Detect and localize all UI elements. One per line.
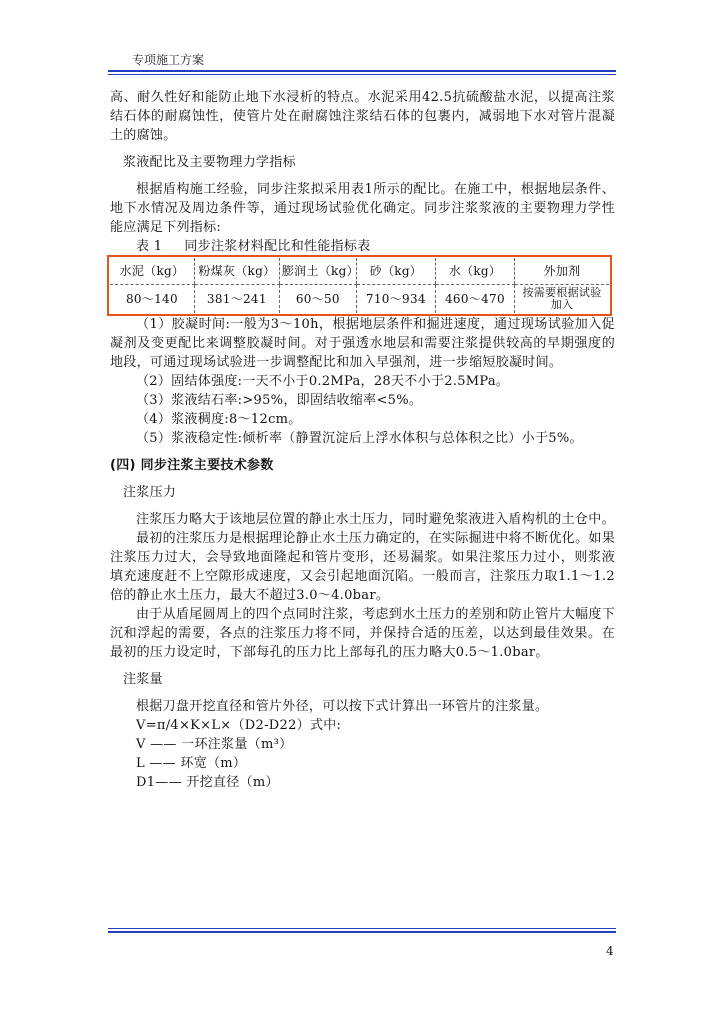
section-heading: (四) 同步注浆主要技术参数 [110,458,274,473]
paragraph: 由于从盾尾圆周上的四个点同时注浆，考虑到水土压力的差别和防止管片大幅度下沉和浮起的需要，各点的注浆压力将不同，并保持合适的压差，以达到最佳效果。在最初的压力设定时，下部每孔的压力比上部每孔的压力略大0.5～1.0bar。 [110,607,615,660]
table-header-cell: 砂（kg） [356,258,435,285]
paragraph: 高、耐久性好和能防止地下水浸析的特点。水泥采用42.5抗硫酸盐水泥，以提高注浆结石体的耐腐蚀性，使管片处在耐腐蚀注浆结石体的包裹内，减弱地下水对管片混凝土的腐蚀。 [110,90,615,143]
footer-rule [108,931,616,933]
table-cell: 710～934 [356,285,435,314]
table-cell: 381～241 [194,285,279,314]
list-item: （2）固结体强度:一天不小于0.2MPa，28天不小于2.5MPa。 [136,374,510,389]
list-item: （5）浆液稳定性:倾析率（静置沉淀后上浮水体积与总体积之比）小于5%。 [136,431,583,446]
header-title: 专项施工方案 [132,53,205,67]
table-caption [110,237,615,256]
mix-ratio-table [110,258,609,313]
paragraph: 注浆压力略大于该地层位置的静止水土压力，同时避免浆液进入盾构机的土仓中。 [136,512,615,527]
table-cell: 80～140 [125,291,178,306]
table-cell: 按需要根据试验加入 [515,285,610,314]
table-header-cell: 粉煤灰（kg） [194,258,279,285]
list-item: （4）浆液稠度:8～12cm。 [136,412,302,427]
table-header-cell: 膨润土（kg） [279,258,356,285]
paragraph: 根据刀盘开挖直径和管片外径，可以按下式计算出一环管片的注浆量。 [136,699,549,714]
definition-v: V —— 一环注浆量（m³） [136,737,293,752]
definition-d1: D1—— 开挖直径（m） [136,775,279,790]
list-item: （1）胶凝时间:一般为3～10h，根据地层条件和掘进速度，通过现场试验加入促凝剂及变更配比来调整胶凝时间。对于强透水地层和需要注浆提供较高的早期强度的地段，可通过现场试验进一步调整配比和加入早强剂，进一步缩短胶凝时间。 [110,317,615,370]
definition-l: L —— 环宽（m） [136,756,247,771]
subheading-pressure: 注浆压力 [123,485,177,500]
formula: V=π/4×K×L×（D2-D22）式中: [136,718,342,733]
table-caption-title: 同步注浆材料配比和性能指标表 [184,239,371,254]
document-body [110,88,615,792]
table-header-row [110,258,609,285]
header-rule [108,70,616,72]
paragraph: 最初的注浆压力是根据理论静止水土压力确定的，在实际掘进中将不断优化。如果注浆压力过大，会导致地面隆起和管片变形，还易漏浆。如果注浆压力过小，则浆液填充速度赶不上空隙形成速度，又会引起地面沉陷。一般而言，注浆压力取1.1～1.2倍的静止水土压力，最大不超过3.0～4.0bar。 [110,531,615,603]
footer-rule-thin [108,928,616,929]
list-item: （3）浆液结石率:>95%，即固结收缩率<5%。 [136,393,423,408]
table-header-cell: 外加剂 [515,258,610,285]
subheading-mix: 浆液配比及主要物理力学指标 [123,155,296,170]
paragraph: 根据盾构施工经验，同步注浆拟采用表1所示的配比。在施工中，根据地层条件、地下水情况及周边条件等，通过现场试验优化确定。同步注浆浆液的主要物理力学性能应满足下列指标: [110,182,615,235]
page-number: 4 [606,944,614,958]
table-cell: 60～50 [279,285,356,314]
header-rule-thin [108,74,616,75]
subheading-volume: 注浆量 [123,672,163,687]
table-caption-number: 表 1 [136,239,163,254]
table-row [110,285,609,314]
table-cell: 460～470 [435,285,514,314]
table-header-cell: 水泥（kg） [110,258,194,285]
table-header-cell: 水（kg） [435,258,514,285]
